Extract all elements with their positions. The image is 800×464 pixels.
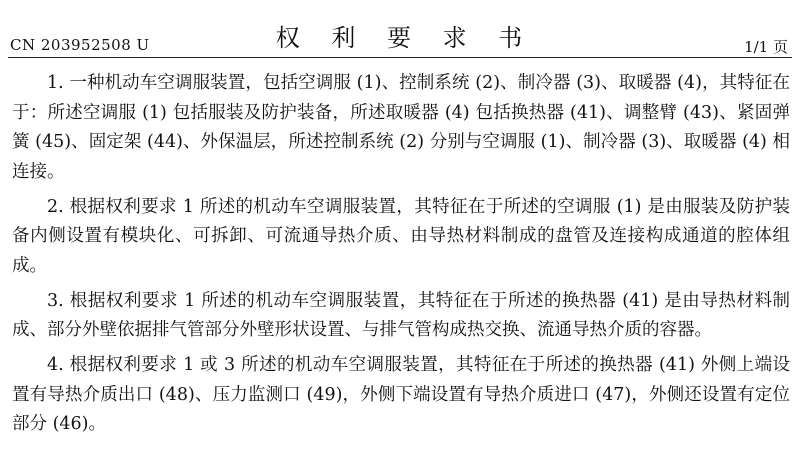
claim-2: 2. 根据权利要求 1 所述的机动车空调服装置，其特征在于所述的空调服 (1) 是由服装及防护装备内侧设置有模块化、可拆卸、可流通导热介质、由导热材料制成的盘管及连接构成通道的腔体组成。: [12, 196, 790, 276]
publication-number: CN 203952508 U: [10, 36, 150, 54]
claim-1: 1. 一种机动车空调服装置，包括空调服 (1)、控制系统 (2)、制冷器 (3)、取暖器 (4)，其特征在于：所述空调服 (1) 包括服装及防护装备，所述取暖器 (4) 包括换热器 (41)、调整臂 (43)、紧固弹簧 (45)、固定架 (44)、外保温层，所述控制系统 (2) 分别与空调服 (1)、制冷器 (3)、取暖器 (4) 相连接。: [12, 73, 790, 182]
claim-4: 4. 根据权利要求 1 或 3 所述的机动车空调服装置，其特征在于所述的换热器 (41) 外侧上端设置有导热介质出口 (48)、压力监测口 (49)，外侧下端设置有导热介质进口 (47)，外侧还设置有定位部分 (46)。: [12, 355, 790, 434]
page-number: 1/1 页: [744, 38, 788, 56]
claims-list: [12, 69, 790, 445]
document-title: 权 利 要 求 书: [275, 24, 535, 52]
header-divider: [8, 57, 792, 58]
claim-3: 3. 根据权利要求 1 所述的机动车空调服装置，其特征在于所述的换热器 (41) 是由导热材料制成、部分外壁依据排气管部分外壁形状设置、与排气管构成热交换、流通导热介质的容器。: [12, 290, 790, 340]
page-header: [10, 14, 788, 54]
